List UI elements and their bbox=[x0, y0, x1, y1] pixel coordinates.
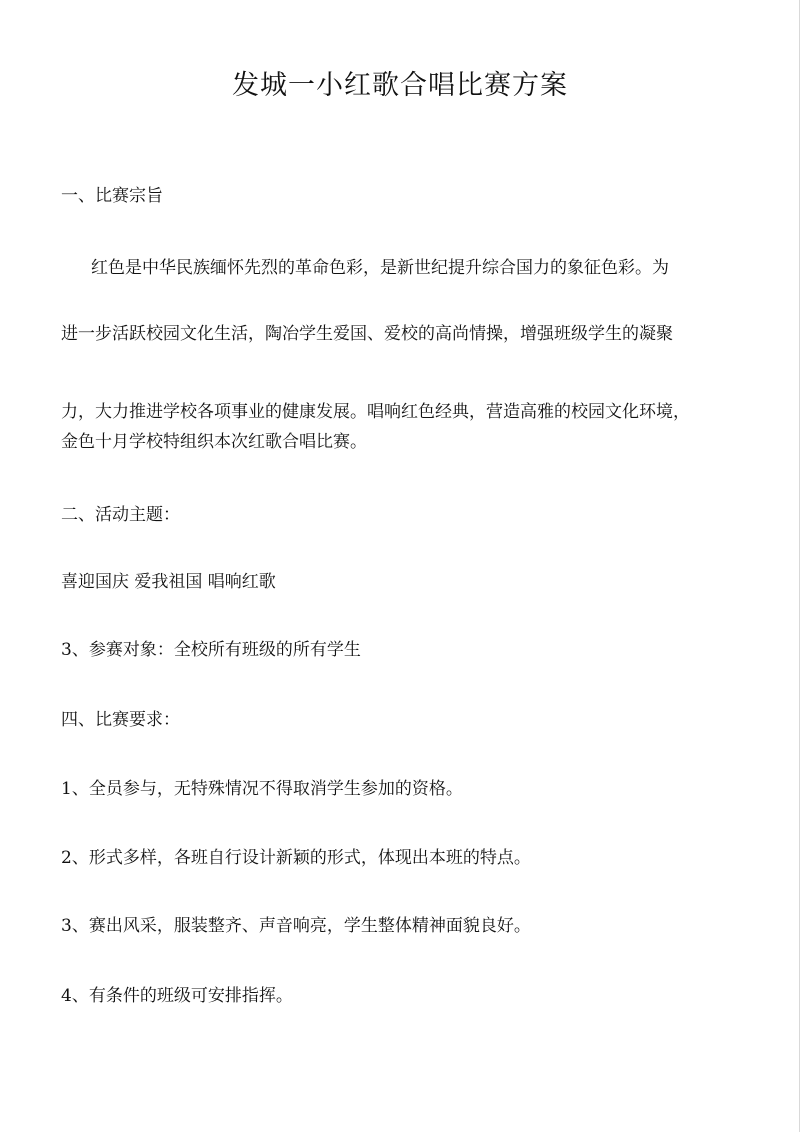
requirement-item: 2、形式多样，各班自行设计新颖的形式，体现出本班的特点。 bbox=[61, 848, 531, 868]
requirement-item: 1、全员参与，无特殊情况不得取消学生参加的资格。 bbox=[61, 779, 463, 799]
paragraph-line: 力，大力推进学校各项事业的健康发展。唱响红色经典，营造高雅的校园文化环境， bbox=[61, 402, 690, 422]
theme-text: 喜迎国庆 爱我祖国 唱响红歌 bbox=[61, 572, 276, 592]
section-heading-purpose: 一、比赛宗旨 bbox=[61, 186, 163, 206]
section-heading-theme: 二、活动主题： bbox=[61, 505, 180, 525]
paragraph-line: 金色十月学校特组织本次红歌合唱比赛。 bbox=[61, 432, 367, 452]
requirement-item: 3、赛出风采，服装整齐、声音响亮，学生整体精神面貌良好。 bbox=[61, 916, 531, 936]
document-title: 发城一小红歌合唱比赛方案 bbox=[232, 70, 568, 101]
paragraph-line: 红色是中华民族缅怀先烈的革命色彩，是新世纪提升综合国力的象征色彩。为 bbox=[91, 258, 669, 278]
section-heading-requirements: 四、比赛要求： bbox=[61, 710, 180, 730]
paragraph-line: 进一步活跃校园文化生活，陶冶学生爱国、爱校的高尚情操，增强班级学生的凝聚 bbox=[61, 324, 673, 344]
section-participants: 3、参赛对象：全校所有班级的所有学生 bbox=[61, 640, 361, 660]
requirement-item: 4、有条件的班级可安排指挥。 bbox=[61, 986, 293, 1006]
